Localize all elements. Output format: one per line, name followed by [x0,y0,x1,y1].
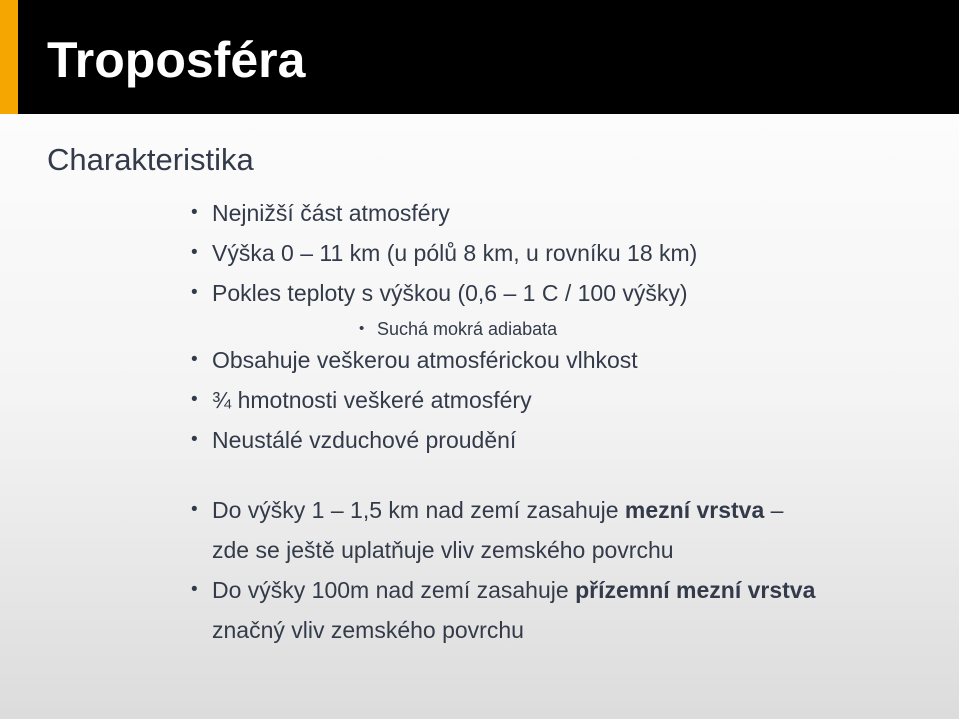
bullet-item: • ¾ hmotnosti veškeré atmosféry [212,386,532,414]
bullet-continuation: značný vliv zemského povrchu [212,617,524,643]
bullet-item-surface-layer [212,576,815,644]
bold-term: mezní vrstva [624,497,765,523]
slide-subtitle: Charakteristika [47,142,254,177]
bullet-text: – [764,497,784,523]
bullet-item: • Neustálé vzduchové proudění [212,426,516,454]
slide-title: Troposféra [47,32,306,88]
sub-bullet-item: • Suchá mokrá adiabata [377,318,557,340]
bullet-item: • Pokles teploty s výškou (0,6 – 1 C / 100 výšky) [212,279,688,307]
bold-term: přízemní mezní vrstva [575,577,816,603]
title-accent-stripe [0,0,18,114]
bullet-item-boundary-layer [212,496,783,564]
bullet-text: Do výšky 100m nad zemí zasahuje [212,577,576,603]
bullet-item: • Nejnižší část atmosféry [212,199,450,227]
bullet-item: • Obsahuje veškerou atmosférickou vlhkost [212,346,638,374]
bullet-item: • Výška 0 – 11 km (u pólů 8 km, u rovníku 18 km) [212,239,697,267]
bullet-text: Do výšky 1 – 1,5 km nad zemí zasahuje [212,497,625,523]
bullet-continuation: zde se ještě uplatňuje vliv zemského povrchu [212,537,674,563]
